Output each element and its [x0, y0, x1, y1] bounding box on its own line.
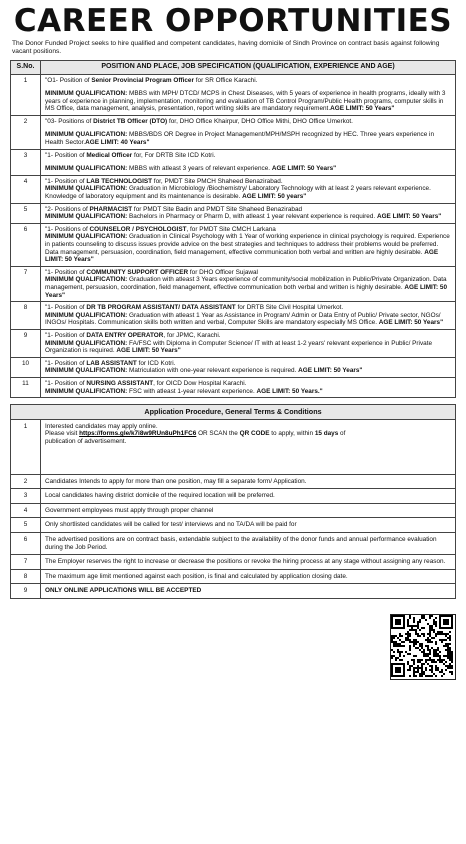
position-title: DR TB PROGRAM ASSISTANT/ DATA ASSISTANT: [86, 304, 236, 312]
min-qualification-label: MINIMUM QUALIFICATION:: [45, 185, 128, 193]
table-row: [11, 266, 456, 301]
age-limit: AGE LIMIT: 50 Years.": [256, 387, 323, 395]
row-number: 3: [11, 149, 41, 175]
row-number: 9: [11, 329, 41, 357]
position-title: COMMUNITY SUPPORT OFFICER: [86, 268, 189, 276]
requirements-text: MBBS with atleast 3 years of relevant experience.: [127, 165, 272, 173]
terms-row: 8 The maximum age limit mentioned against each position, is final and calculated by application closing date.: [11, 569, 456, 584]
terms-row: 2 Candidates Intends to apply for more than one position, may fill a separate form/ Application.: [11, 474, 456, 489]
requirements-text: Graduation with atleast 3 Years experience of community/social mobilization in Public/Private Organization. Data management, persuasion, coordination, field management, effective communication both verbal and written is highly desirable.: [45, 276, 447, 291]
row-number: 8: [11, 302, 41, 330]
table-row: [11, 377, 456, 397]
row-number: 1: [11, 74, 41, 115]
position-cell: "1- Position of LAB ASSISTANT for ICD Kotri. MINIMUM QUALIFICATION: Matriculation with one-year relevant experience is required. AGE LIMIT: 50 Years": [41, 357, 456, 377]
positions-table: [10, 60, 456, 398]
table-row: [11, 223, 456, 266]
position-cell: "1- Position of LAB TECHNOLOGIST for, PMDT Site PMCH Shaheed Benazirabad. MINIMUM QUALIFICATION: Graduation in Microbiology /Biochemistry/ Laboratory Technology with at least 2 years relevant experience. Knowledge of laboratory equipment and its maintenance is desirable. AGE LIMIT: 50 years": [41, 175, 456, 203]
table-row: [11, 115, 456, 149]
row-number: 11: [11, 377, 41, 397]
position-title: NURSING ASSISTANT: [86, 379, 154, 387]
position-cell: "1- Position of DR TB PROGRAM ASSISTANT/ DATA ASSISTANT for DRTB Site Civil Hospital Umerkot. MINIMUM QUALIFICATION: Graduation with atleast 1 Year as Assistance in Program/ Admin or Data Entry of Public/ Private sector, NGOs/ INGOs/ Hospitals. Communication skills both written and verbal, Computer Skills are mandatory especially MS Office. AGE LIMIT: 50 Years": [41, 302, 456, 330]
table-row: [11, 149, 456, 175]
min-qualification-label: MINIMUM QUALIFICATION:: [45, 213, 128, 221]
requirements-text: MBBS/BDS OR Degree in Project Management/MPH/MSPH recognized by HEC. Three years experience in Health Sector.: [45, 131, 435, 147]
terms-text: Candidates Intends to apply for more than one position, may fill a separate form/ Application.: [41, 474, 456, 489]
table-row: [11, 329, 456, 357]
requirements-text: Graduation with atleast 1 Year as Assistance in Program/ Admin or Data Entry of Public/ Private sector, NGOs/ INGOs/ Hospitals. Communication skills both written and verbal, Computer Skills are mandatory especially MS Office.: [45, 311, 441, 327]
row-number: 7: [11, 266, 41, 301]
min-qualification-label: MINIMUM QUALIFICATION:: [45, 276, 128, 284]
terms-row: 1 Interested candidates may apply online. Please visit https://forms.gle/k7i8w9RUn8uPh1FC6 OR SCAN the QR CODE to apply, within 15 days of publication of advertisement.: [11, 419, 456, 474]
sno-header: S.No.: [11, 61, 41, 75]
row-number: 4: [11, 175, 41, 203]
min-qualification-label: MINIMUM QUALIFICATION:: [45, 90, 128, 98]
requirements-text: Matriculation with one-year relevant experience is required.: [127, 367, 299, 375]
terms-heading: Application Procedure, General Terms & Conditions: [11, 405, 456, 420]
requirements-text: Bachelors in Pharmacy or Pharm D, with atleast 1 year relevant experience is required.: [127, 213, 377, 221]
position-title: Medical Officer: [86, 151, 133, 159]
qr-code[interactable]: [390, 614, 456, 680]
position-cell: "2- Positions of PHARMACIST for PMDT Site Badin and PMDT Site Shaheed Benazirabad MINIMUM QUALIFICATION: Bachelors in Pharmacy or Pharm D, with atleast 1 year relevant experience is required. AGE LIMIT: 50 Years": [41, 203, 456, 223]
table-row: [11, 203, 456, 223]
table-row: [11, 357, 456, 377]
age-limit: AGE LIMIT: 50 Years": [116, 347, 181, 355]
terms-text: Only shortlisted candidates will be called for test/ interviews and no TA/DA will be paid for: [41, 518, 456, 533]
position-cell: "O1- Position of Senior Provincial Program Officer for SR Office Karachi. MINIMUM QUALIFICATION: MBBS with MPH/ DTCD/ MCPS in Chest Diseases, with 5 years of experience in health programs, ideally with 3 years of experience in planning, implementation, monitoring and evaluation of TB Control Program/Public Health programs, computer skills in MS Office, data management, analysis, presentation, report writing skills are mandatory requirement.AGE LIMIT: 50 Years": [41, 74, 456, 115]
terms-text: Local candidates having district domicile of the required location will be preferred.: [41, 489, 456, 504]
row-number: 10: [11, 357, 41, 377]
age-limit: AGE LIMIT: 50 Years": [376, 213, 442, 221]
position-cell: "1- Position of Medical Officer for, For DRTB Site ICD Kotri. MINIMUM QUALIFICATION: MBBS with atleast 3 years of relevant experience. AGE LIMIT: 50 Years": [41, 149, 456, 175]
terms-text: The maximum age limit mentioned against each position, is final and calculated by application closing date.: [41, 569, 456, 584]
table-row: [11, 74, 456, 115]
terms-text: ONLY ONLINE APPLICATIONS WILL BE ACCEPTED: [41, 584, 456, 599]
terms-table: [10, 404, 456, 599]
position-title: LAB ASSISTANT: [86, 359, 137, 367]
requirements-text: MBBS with MPH/ DTCD/ MCPS in Chest Diseases, with 5 years of experience in health programs, ideally with 3 years of experience in planning, implementation, monitoring and evaluation of TB Control Program/Public Health programs, computer skills in MS Office, data management, analysis, presentation, report writing skills are mandatory requirement.: [45, 90, 446, 113]
terms-row: 9 ONLY ONLINE APPLICATIONS WILL BE ACCEPTED: [11, 584, 456, 599]
position-title: DATA ENTRY OPERATOR: [86, 331, 164, 339]
age-limit: AGE LIMIT: 40 Years": [85, 139, 150, 147]
position-title: LAB TECHNOLOGIST: [86, 177, 153, 185]
position-cell: "1- Position of COMMUNITY SUPPORT OFFICER for DHO Officer Sujawal MINIMUM QUALIFICATION: Graduation with atleast 3 Years experience of community/social mobilization in Public/Private Organization. Data management, persuasion, coordination, field management, effective communication both verbal and written is highly desirable. AGE LIMIT: 50 Years": [41, 266, 456, 301]
position-title: COUNSELOR / PSYCHOLOGIST: [89, 225, 187, 233]
requirements-text: FA/FSC with Diploma in Computer Science/ IT with at least 1-2 years' relevant experience in Public/ Private Organization is required.: [45, 339, 433, 355]
age-limit: AGE LIMIT: 50 Years": [45, 248, 439, 264]
terms-row: 5 Only shortlisted candidates will be called for test/ interviews and no TA/DA will be paid for: [11, 518, 456, 533]
terms-text: The Employer reserves the right to increase or decrease the positions or revoke the hiring process at any stage without assigning any reason.: [41, 555, 456, 570]
age-limit: AGE LIMIT: 50 Years": [45, 283, 447, 299]
min-qualification-label: MINIMUM QUALIFICATION:: [45, 367, 128, 375]
position-title: PHARMACIST: [89, 205, 133, 213]
age-limit: AGE LIMIT: 50 years": [242, 193, 307, 201]
min-qualification-label: MINIMUM QUALIFICATION:: [45, 311, 128, 319]
table-row: [11, 302, 456, 330]
terms-text: Government employees must apply through proper channel: [41, 503, 456, 518]
requirements-text: FSC with atleast 1-year relevant experience.: [127, 387, 257, 395]
age-limit: AGE LIMIT: 50 Years": [298, 367, 363, 375]
row-number: 2: [11, 115, 41, 149]
page-title: CAREER OPPORTUNITIES: [13, 3, 453, 39]
position-cell: "1- Position of DATA ENTRY OPERATOR, for JPMC, Karachi. MINIMUM QUALIFICATION: FA/FSC with Diploma in Computer Science/ IT with at least 1-2 years' relevant experience in Public/ Private Organization is required. AGE LIMIT: 50 Years": [41, 329, 456, 357]
position-title: District TB Officer (DTO): [93, 117, 168, 125]
age-limit: AGE LIMIT: 50 Years": [330, 105, 395, 113]
min-qualification-label: MINIMUM QUALIFICATION:: [45, 387, 128, 395]
requirements-text: Graduation in Microbiology /Biochemistry/ Laboratory Technology with at least 2 years relevant experience. Knowledge of laboratory equipment and its maintenance is desirable.: [45, 185, 431, 201]
position-cell: "03- Positions of District TB Officer (DTO) for, DHO Office Khairpur, DHO Office Mithi, DHO Office Umerkot. MINIMUM QUALIFICATION: MBBS/BDS OR Degree in Project Management/MPH/MSPH recognized by HEC. Three years experience in Health Sector.AGE LIMIT: 40 Years": [41, 115, 456, 149]
table-header-row: [11, 61, 456, 75]
min-qualification-label: MINIMUM QUALIFICATION:: [45, 339, 128, 347]
application-form-link[interactable]: https://forms.gle/k7i8w9RUn8uPh1FC6: [79, 430, 197, 438]
row-number: 5: [11, 203, 41, 223]
terms-text: The advertised positions are on contract basis, extendable subject to the availability of the donor funds and annual performance evaluation during the Job Period.: [41, 533, 456, 555]
age-limit: AGE LIMIT: 50 Years": [378, 319, 444, 327]
position-cell: "1- Position of NURSING ASSISTANT, for OICD Dow Hospital Karachi. MINIMUM QUALIFICATION: FSC with atleast 1-year relevant experience. AGE LIMIT: 50 Years.": [41, 377, 456, 397]
min-qualification-label: MINIMUM QUALIFICATION:: [45, 233, 128, 241]
table-row: [11, 175, 456, 203]
position-title: Senior Provincial Program Officer: [91, 76, 194, 84]
min-qualification-label: MINIMUM QUALIFICATION:: [45, 131, 128, 139]
terms-row: 6 The advertised positions are on contract basis, extendable subject to the availability of the donor funds and annual performance evaluation during the Job Period.: [11, 533, 456, 555]
position-cell: "1- Positions of COUNSELOR / PSYCHOLOGIST, for PMDT Site CMCH Larkana MINIMUM QUALIFICATION: Graduation in Clinical Psychology with 1 Year of working experience in clinical psychology is required. Experience in patients counseling to discuss issues provide advice on the best strategies and techniques to address their problems would be preferred. Data management, persuasion, coordination, field management, effective communication both verbal and written are highly desirable. AGE LIMIT: 50 Years": [41, 223, 456, 266]
position-header: POSITION AND PLACE, JOB SPECIFICATION (QUALIFICATION, EXPERIENCE AND AGE): [41, 61, 456, 75]
apply-online-text: Interested candidates may apply online.: [45, 422, 158, 430]
terms-row: 3 Local candidates having district domicile of the required location will be preferred.: [11, 489, 456, 504]
requirements-text: Graduation in Clinical Psychology with 1 Year of working experience in clinical psychology is required. Experience in patients counseling to discuss issues provide advice on the best strategies and techniques to address their problems would be preferred. Data management, persuasion, coordination, field management, effective communication both verbal and written are highly desirable.: [45, 233, 450, 256]
intro-text: The Donor Funded Project seeks to hire qualified and competent candidates, having domicile of Sindh Province on contract basis against following vacant positions.: [12, 40, 440, 55]
row-number: 6: [11, 223, 41, 266]
terms-row: 4 Government employees must apply through proper channel: [11, 503, 456, 518]
age-limit: AGE LIMIT: 50 Years": [271, 165, 337, 173]
min-qualification-label: MINIMUM QUALIFICATION:: [45, 165, 128, 173]
terms-row: 7 The Employer reserves the right to increase or decrease the positions or revoke the hiring process at any stage without assigning any reason.: [11, 555, 456, 570]
